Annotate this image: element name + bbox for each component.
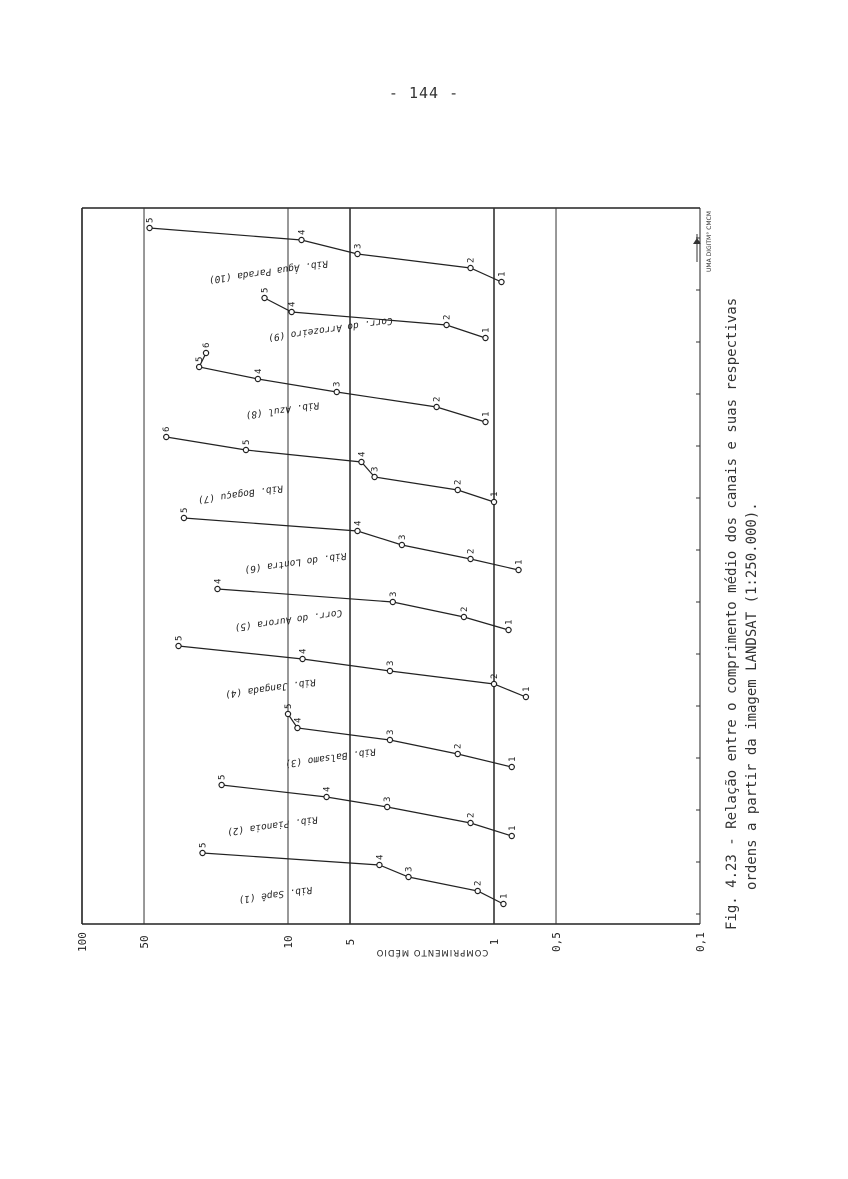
data-point <box>355 528 360 533</box>
data-point <box>324 794 329 799</box>
data-point <box>359 459 364 464</box>
data-point <box>164 434 169 439</box>
figure-caption <box>722 298 762 930</box>
data-point <box>491 681 496 686</box>
data-point <box>468 820 473 825</box>
order-label: 1 <box>507 825 518 831</box>
data-point <box>461 614 466 619</box>
data-point <box>377 862 382 867</box>
series-group <box>284 704 518 770</box>
order-label: 3 <box>385 660 396 666</box>
series-group <box>162 427 500 506</box>
order-label: 2 <box>473 880 484 886</box>
unit-note: UMA DIGITM° CMCM <box>706 211 713 272</box>
data-point <box>200 850 205 855</box>
series-group <box>175 636 532 700</box>
order-label: 5 <box>284 703 294 709</box>
data-point <box>176 643 181 648</box>
series-label: Rib. Jangada (4) <box>224 676 317 700</box>
data-point <box>147 225 152 230</box>
data-point <box>434 404 439 409</box>
data-point <box>387 737 392 742</box>
data-point <box>255 376 260 381</box>
order-label: 5 <box>241 439 252 445</box>
order-label: 4 <box>253 368 264 374</box>
series-group <box>218 775 518 839</box>
tick-label: 1 <box>488 938 501 946</box>
series-label: Rib. do Lontra (6) <box>243 549 348 576</box>
data-point <box>215 586 220 591</box>
data-point <box>475 888 480 893</box>
series-label: Rib. Balsamo (3) <box>284 745 377 770</box>
order-label: 4 <box>297 229 308 235</box>
data-point <box>499 279 504 284</box>
series-group <box>180 508 525 576</box>
data-point <box>334 389 339 394</box>
data-point <box>468 556 473 561</box>
data-point <box>444 322 449 327</box>
data-point <box>300 656 305 661</box>
order-label: 2 <box>459 606 470 612</box>
order-label: 2 <box>453 743 464 749</box>
order-label: 5 <box>195 356 206 362</box>
order-label: 6 <box>162 426 173 432</box>
order-label: 1 <box>497 271 508 277</box>
data-point <box>455 487 460 492</box>
order-label: 3 <box>353 243 364 249</box>
order-label: 5 <box>145 217 156 223</box>
data-point <box>455 751 460 756</box>
series-label: Corr. do Arrozeiro (9) <box>267 314 394 344</box>
order-label: 2 <box>442 314 453 320</box>
series-line <box>150 228 502 282</box>
axis-label: COMPRIMENTO MÉDIO <box>375 947 489 957</box>
order-label: 1 <box>507 756 518 762</box>
series-label: Rib. Sapê (1) <box>237 883 313 906</box>
order-label: 6 <box>202 342 213 348</box>
data-point <box>387 668 392 673</box>
order-label: 4 <box>353 520 364 526</box>
order-label: 2 <box>432 396 443 402</box>
order-label: 5 <box>174 635 185 641</box>
data-point <box>355 251 360 256</box>
order-label: 4 <box>322 786 333 792</box>
order-label: 2 <box>490 673 500 679</box>
caption-line-2: ordens a partir da imagem LANDSAT (1:250.000). <box>744 502 760 890</box>
series-label: Rib. Água Parada (10) <box>208 257 329 286</box>
data-point <box>262 295 267 300</box>
data-point <box>372 474 377 479</box>
order-label: 1 <box>504 619 515 625</box>
data-point <box>181 515 186 520</box>
data-point <box>523 694 528 699</box>
data-point <box>501 901 506 906</box>
series-label: Rib. Bogaçu (7) <box>197 482 284 506</box>
order-label: 1 <box>490 491 500 497</box>
series-group <box>261 288 492 344</box>
data-point <box>295 725 300 730</box>
order-label: 3 <box>397 534 408 540</box>
tick-label: 50 <box>138 935 152 949</box>
data-point <box>491 499 496 504</box>
order-label: 2 <box>453 479 464 485</box>
series-group <box>199 843 510 907</box>
order-label: 4 <box>298 648 309 654</box>
data-point <box>468 265 473 270</box>
data-point <box>243 447 248 452</box>
order-label: 4 <box>375 854 386 860</box>
order-label: 5 <box>217 774 228 780</box>
order-label: 3 <box>385 729 396 735</box>
series-line <box>184 518 519 570</box>
order-label: 4 <box>213 578 224 584</box>
data-point <box>203 350 208 355</box>
data-point <box>390 599 395 604</box>
data-point <box>506 627 511 632</box>
data-point <box>289 309 294 314</box>
tick-label: 100 <box>76 932 89 952</box>
page-number: - 144 - <box>388 84 460 102</box>
order-label: 1 <box>481 327 492 333</box>
data-point <box>197 364 202 369</box>
tick-label: 10 <box>282 935 295 949</box>
order-label: 5 <box>179 507 190 513</box>
series-label: Rib. Azul (8) <box>244 399 320 421</box>
data-point <box>509 833 514 838</box>
series-group <box>146 218 508 287</box>
order-label: 3 <box>388 591 399 597</box>
order-label: 1 <box>514 559 525 565</box>
data-point <box>509 764 514 769</box>
tick-label: 5 <box>344 938 358 946</box>
series-group <box>213 579 514 633</box>
order-label: 1 <box>521 686 532 692</box>
order-label: 5 <box>260 287 271 293</box>
series-label: Corr. do Aurora (5) <box>233 606 343 633</box>
order-label: 4 <box>293 717 304 723</box>
data-point <box>385 804 390 809</box>
caption-line-1: Fig. 4.23 - Relação entre o comprimento médio dos canais e suas respectivas <box>724 297 740 930</box>
order-label: 4 <box>357 451 368 457</box>
data-point <box>483 335 488 340</box>
data-point <box>516 567 521 572</box>
series-label: Rib. Pianoia (2) <box>226 813 319 838</box>
order-label: 5 <box>198 842 209 848</box>
series-group <box>195 343 491 425</box>
data-point <box>399 542 404 547</box>
data-point <box>285 711 290 716</box>
order-label: 1 <box>499 893 510 899</box>
data-point <box>483 419 488 424</box>
order-label: 1 <box>481 411 492 417</box>
data-point <box>406 874 411 879</box>
tick-label: 0,1 <box>694 932 707 952</box>
order-label: 2 <box>466 257 477 263</box>
order-label: 3 <box>404 866 415 872</box>
order-label: 2 <box>466 812 477 818</box>
order-label: 4 <box>287 301 298 307</box>
order-label: 2 <box>466 548 477 554</box>
order-label: 3 <box>383 796 394 802</box>
order-label: 3 <box>370 466 381 472</box>
tick-label: 0,5 <box>550 932 564 952</box>
data-point <box>299 237 304 242</box>
data-point <box>219 782 224 787</box>
order-label: 3 <box>332 381 343 387</box>
